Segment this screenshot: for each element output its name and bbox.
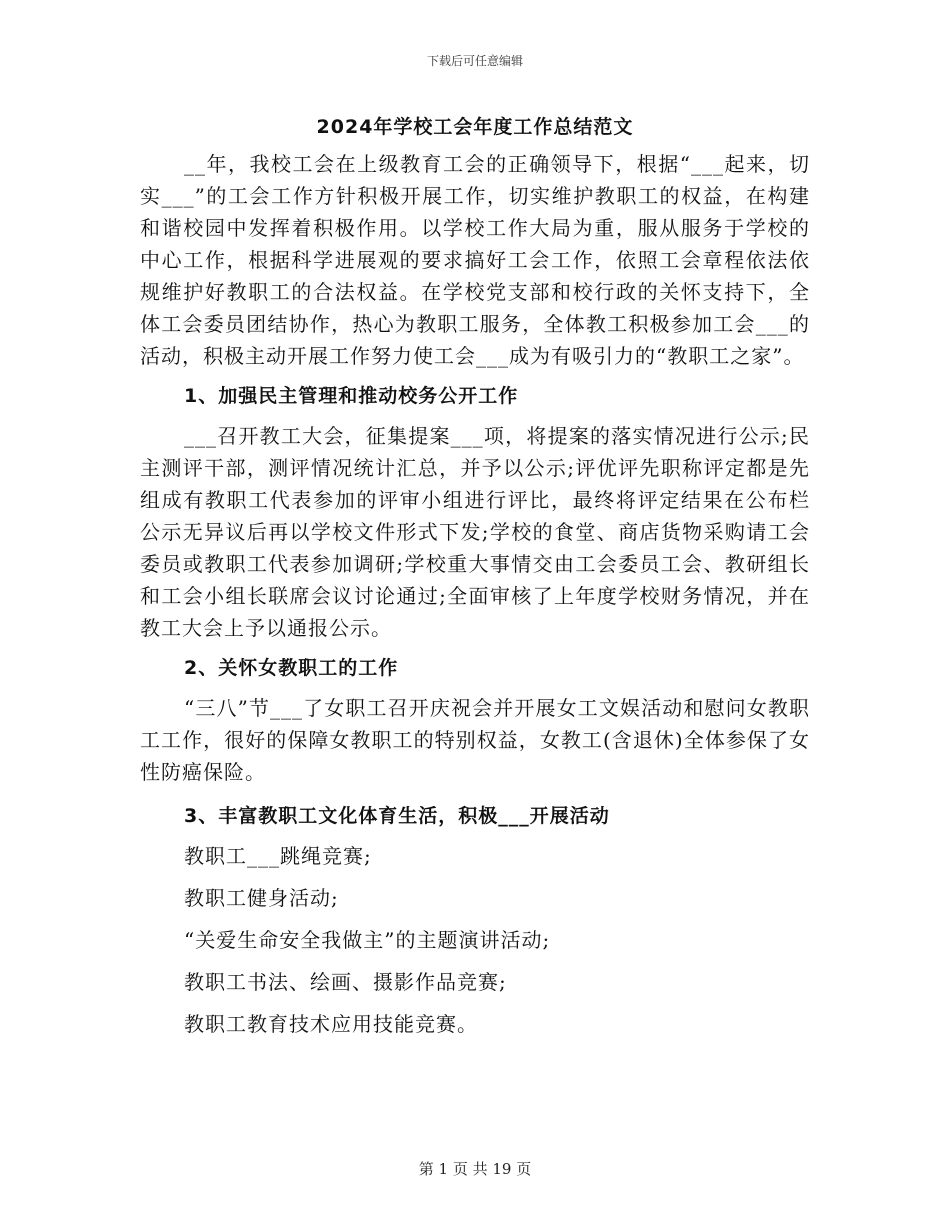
section-2-paragraph: “三八”节___了女职工召开庆祝会并开展女工文娱活动和慰问女教职工工作，很好的保障女教职工的特别权益，女教工(含退休)全体参保了女性防癌保险。	[140, 696, 810, 784]
document-body	[140, 148, 810, 1050]
intro-paragraph: __年，我校工会在上级教育工会的正确领导下，根据“___起来，切实___”的工会工作方针积极开展工作，切实维护教职工的权益，在构建和谐校园中发挥着积极作用。以学校工作大局为重，服从服务于学校的中心工作，根据科学进展观的要求搞好工会工作，依照工会章程依法依规维护好教职工的合法权益。在学校党支部和校行政的关怀支持下，全体工会委员团结协作，热心为教职工服务，全体教工积极参加工会___的活动，积极主动开展工作努力使工会___成为有吸引力的“教职工之家”。	[140, 152, 810, 368]
section-2-heading: 2、关怀女教职工的工作	[184, 657, 399, 679]
section-1-paragraph: ___召开教工大会，征集提案___项，将提案的落实情况进行公示;民主测评干部，测评情况统计汇总，并予以公示;评优评先职称评定都是先组成有教职工代表参加的评审小组进行评比，最终将评定结果在公布栏公示无异议后再以学校文件形式下发;学校的食堂、商店货物采购请工会委员或教职工代表参加调研;学校重大事情交由工会委员工会、教研组长和工会小组长联席会议讨论通过;全面审核了上年度学校财务情况，并在教工大会上予以通报公示。	[140, 424, 810, 640]
list-item: 教职工健身活动;	[184, 886, 339, 910]
page-number-footer: 第 1 页 共 19 页	[418, 1160, 532, 1178]
list-item: 教职工教育技术应用技能竞赛。	[184, 1012, 478, 1036]
document-title: 2024年学校工会年度工作总结范文	[316, 116, 634, 138]
header-note: 下载后可任意编辑	[426, 54, 523, 68]
section-3-heading: 3、丰富教职工文化体育生活，积极___开展活动	[184, 805, 610, 827]
list-item: “关爱生命安全我做主”的主题演讲活动;	[184, 928, 551, 952]
list-item: 教职工___跳绳竞赛;	[184, 844, 372, 868]
list-item: 教职工书法、绘画、摄影作品竞赛;	[184, 970, 507, 994]
section-1-heading: 1、加强民主管理和推动校务公开工作	[184, 385, 519, 407]
